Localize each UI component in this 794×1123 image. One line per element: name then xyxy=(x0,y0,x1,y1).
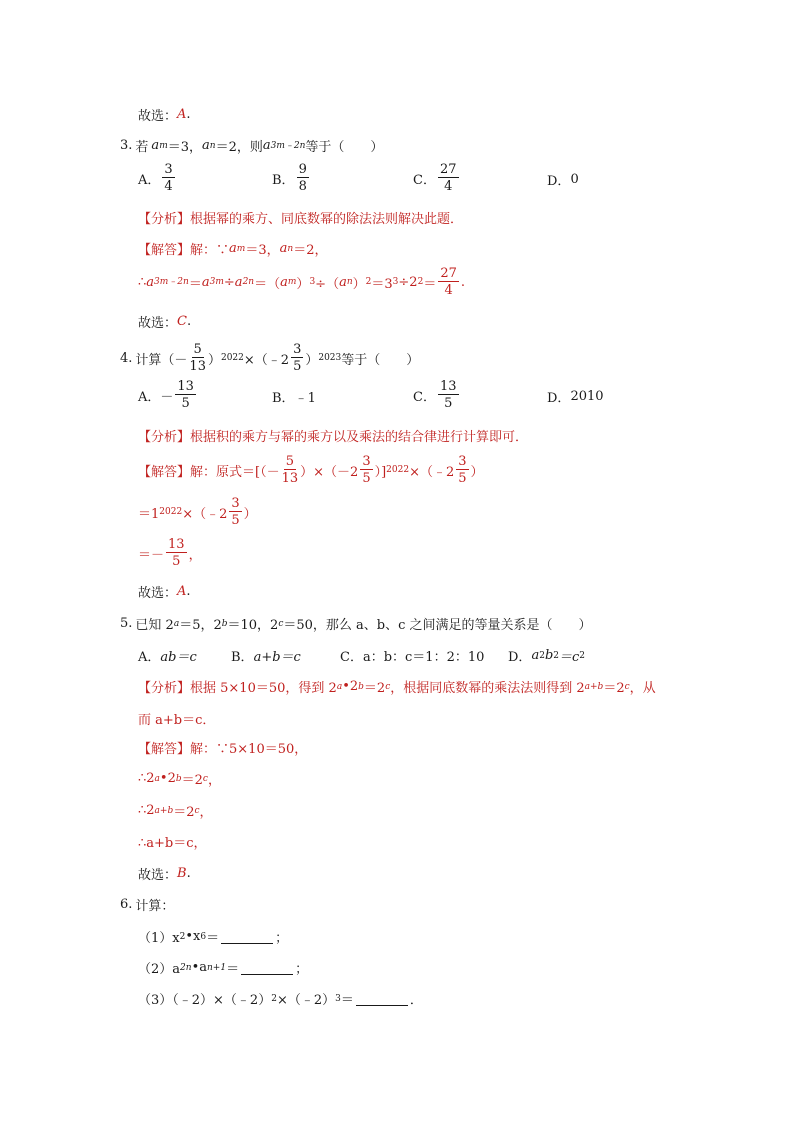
q5-number: 5. xyxy=(120,616,133,631)
frac-num: 5 xyxy=(285,454,294,469)
q3-option-d xyxy=(547,170,579,189)
frac-num: 13 xyxy=(168,537,185,552)
analysis-text: 而 a+b＝c． xyxy=(138,713,216,728)
solution-text: ＝2， xyxy=(293,243,328,258)
solution-text: 解：∵5×10＝50， xyxy=(190,742,308,757)
fraction xyxy=(438,380,459,410)
frac-num: 27 xyxy=(439,162,457,177)
answer-value: B xyxy=(177,866,187,881)
q3-number: 3. xyxy=(120,138,133,153)
solution-text: ×（﹣2 xyxy=(182,506,228,522)
solution-tag: 【解答】 xyxy=(138,464,191,480)
q4-text: 等于（ ） xyxy=(341,352,420,368)
answer-blank[interactable] xyxy=(241,961,293,975)
var-a: a xyxy=(339,274,347,290)
q4-stem: 4. 计算（－ $\frac{5}{13}$ ） 2022 ×（﹣2 $\frac{3}{5}$ ） 2023 等于（ ） xyxy=(120,342,420,374)
var-a: a xyxy=(146,274,155,290)
solution-text: ， xyxy=(199,805,213,820)
part-text: （2）a xyxy=(138,962,181,977)
fraction xyxy=(438,267,459,297)
fraction xyxy=(297,163,309,193)
answer-end: . xyxy=(186,584,191,599)
answer-end: . xyxy=(186,314,192,329)
option-letter: A． xyxy=(138,650,161,665)
q5-solution-1 xyxy=(138,738,307,757)
solution-text: ＝2 xyxy=(173,805,195,820)
var-a: a xyxy=(151,138,160,153)
end: . xyxy=(460,274,466,290)
solution-text: 解：原式＝[（－ xyxy=(190,464,280,480)
paren: ） xyxy=(296,276,310,292)
fraction xyxy=(162,163,174,193)
sign: － xyxy=(160,389,174,405)
option-letter: B． xyxy=(272,172,295,188)
option-text: ab＝c xyxy=(160,650,197,665)
q4-text: 计算（－ xyxy=(135,352,188,368)
q5-answer xyxy=(138,864,191,883)
frac-num: 27 xyxy=(440,266,457,281)
analysis-tag: 【分析】 xyxy=(138,212,191,227)
solution-text: ） xyxy=(470,464,484,480)
var-a: a xyxy=(229,241,237,256)
q3-option-b xyxy=(272,163,311,193)
frac-num: 3 xyxy=(231,496,240,511)
analysis-text: 根据 5×10＝50，得到 2 xyxy=(190,681,337,696)
fraction xyxy=(456,455,468,485)
q5-solution-4 xyxy=(138,832,207,851)
var-a: a xyxy=(202,138,210,153)
q3-solution-2: ∴ a 3m﹣2n ＝ a 3m ÷ a 2n ＝（ a m ） 3 ÷（ a n ） 2 ＝3 3 ÷2 2 ＝ $\frac{27}{4}$ . xyxy=(138,266,466,298)
var-a: a xyxy=(279,241,288,256)
q4-option-b xyxy=(272,387,316,406)
option-letter: B． xyxy=(272,391,295,406)
answer-label: 故选： xyxy=(138,316,178,331)
fraction xyxy=(175,380,196,410)
part-text: ． xyxy=(409,993,423,1008)
part-text: ； xyxy=(275,931,289,946)
q4-analysis xyxy=(138,426,528,445)
option-text: ＝c xyxy=(559,650,580,665)
frac-den: 5 xyxy=(231,513,240,528)
analysis-tag: 【分析】 xyxy=(138,681,191,696)
part-text: ＝ xyxy=(206,931,220,946)
option-letter: A． xyxy=(138,389,161,405)
q4-option-d xyxy=(547,387,604,406)
q6-part-3: （3）（﹣2）×（﹣2） 2 ×（﹣2） 3 ＝ ． xyxy=(138,989,423,1008)
q3-analysis xyxy=(138,208,463,227)
option-letter: D． xyxy=(508,650,532,665)
q4-answer xyxy=(138,582,191,601)
option-letter: C． xyxy=(413,389,436,405)
q5-solution-2: ∴2 a •2 b ＝2 c ， xyxy=(138,771,221,788)
solution-text: ＝2 xyxy=(181,773,203,788)
q3-option-c xyxy=(413,163,461,193)
solution-text: ＝－ xyxy=(138,547,165,563)
eq: ＝3 xyxy=(371,276,393,292)
part-text: （1）x xyxy=(138,931,180,946)
frac-num: 13 xyxy=(439,379,457,394)
solution-text: ）×（－2 xyxy=(300,464,359,480)
var: a xyxy=(531,648,540,663)
analysis-text: ，从 xyxy=(629,681,656,696)
var: b xyxy=(544,648,554,663)
q6-text: 计算： xyxy=(135,899,175,914)
q6-stem xyxy=(120,895,174,914)
frac-den: 4 xyxy=(444,179,453,194)
answer-blank[interactable] xyxy=(356,992,408,1006)
fraction xyxy=(438,163,459,193)
frac-num: 5 xyxy=(193,342,202,357)
solution-text: ＝3， xyxy=(245,243,280,258)
option-text: a+b＝c xyxy=(253,650,301,665)
frac-den: 4 xyxy=(444,283,453,298)
solution-text: ， xyxy=(188,547,202,563)
q3-solution-1: 【解答】 解：∵ a m ＝3， a n ＝2， xyxy=(138,241,328,258)
q3-text: 若 xyxy=(135,140,149,155)
var-a: a xyxy=(262,138,271,153)
q6-part-1: （1）x 2 •x 6 ＝ ； xyxy=(138,929,289,946)
q6-number: 6. xyxy=(120,897,133,912)
solution-tag: 【解答】 xyxy=(138,742,191,757)
div: ÷（ xyxy=(315,276,340,292)
frac-den: 5 xyxy=(181,396,190,411)
solution-text: 解：∵ xyxy=(190,243,230,258)
option-letter: B． xyxy=(231,650,254,665)
analysis-tag: 【分析】 xyxy=(138,430,191,445)
part-text: （3）（﹣2）×（﹣2） xyxy=(138,993,272,1008)
part-text: •a xyxy=(191,960,207,975)
div: ÷ xyxy=(223,274,235,290)
q5-stem: 5. 已知 2 a ＝5，2 b ＝10，2 c ＝50，那么 a、b、c 之间满足的等量关系是（ ） xyxy=(120,616,592,633)
q4-solution-3 xyxy=(138,538,202,568)
frac-den: 13 xyxy=(189,359,206,374)
q3-option-a xyxy=(138,163,177,193)
answer-end: . xyxy=(186,866,191,881)
analysis-text: ＝2 xyxy=(603,681,625,696)
part-text: ； xyxy=(295,962,309,977)
eq: ＝ xyxy=(423,276,437,292)
var-a: a xyxy=(234,274,243,290)
q4-text: ×（﹣2 xyxy=(243,352,290,368)
frac-num: 3 xyxy=(164,162,173,177)
frac-num: 3 xyxy=(362,454,371,469)
q4-solution-1: 【解答】 解：原式＝[（－ $\frac{5}{13}$ ）×（－2 $\frac{3}{5}$ ）] 2022 ×（﹣2 $\frac{3}{5}$ ） xyxy=(138,454,484,486)
var-a: a xyxy=(280,274,288,290)
solution-text: ∴2 xyxy=(138,771,155,786)
q3-stem: 3. 若 a m ＝3， a n ＝2，则 a 3m﹣2n 等于（ ） xyxy=(120,138,384,155)
answer-label: 故选： xyxy=(138,109,178,124)
q4-option-a xyxy=(138,380,198,410)
q5-text: ＝50，那么 a、b、c 之间满足的等量关系是（ ） xyxy=(283,618,592,633)
analysis-text: 根据幂的乘方、同底数幂的除法法则解决此题． xyxy=(190,212,464,227)
analysis-text: ＝2 xyxy=(363,681,386,696)
frac-den: 5 xyxy=(444,396,453,411)
solution-tag: 【解答】 xyxy=(138,243,191,258)
option-text: a：b：c＝1：2：10 xyxy=(362,650,485,665)
frac-num: 3 xyxy=(293,342,302,357)
answer-value: C xyxy=(177,314,187,329)
option-letter: A． xyxy=(138,172,161,188)
fraction xyxy=(189,343,206,373)
q5-text: ＝10，2 xyxy=(227,618,279,633)
answer-blank[interactable] xyxy=(221,930,273,944)
q6-part-2: （2）a 2n •a n+1 ＝ ； xyxy=(138,960,309,977)
q3-text: 等于（ ） xyxy=(305,140,384,155)
solution-text: •2 xyxy=(159,771,176,786)
fraction xyxy=(166,538,187,568)
q5-text: 已知 2 xyxy=(135,618,174,633)
answer-value: A xyxy=(177,584,187,599)
frac-den: 5 xyxy=(458,471,467,486)
option-letter: D． xyxy=(547,391,571,406)
answer-value: A xyxy=(177,107,187,122)
q4-option-c xyxy=(413,380,461,410)
solution-text: ）] xyxy=(374,464,387,480)
div: ÷2 xyxy=(398,274,418,290)
fraction xyxy=(291,343,303,373)
prev-answer-line xyxy=(138,105,191,124)
q5-option-b xyxy=(231,646,301,665)
frac-den: 13 xyxy=(281,471,299,486)
frac-num: 3 xyxy=(458,454,467,469)
frac-den: 5 xyxy=(362,471,371,486)
option-letter: C． xyxy=(340,650,363,665)
q5-option-c xyxy=(340,646,484,665)
solution-text: ） xyxy=(243,506,257,522)
paren: ） xyxy=(352,276,366,292)
option-letter: C． xyxy=(413,172,436,188)
var-a: a xyxy=(201,274,210,290)
option-text: ﹣1 xyxy=(294,391,316,406)
frac-den: 4 xyxy=(164,179,173,194)
option-text: 2010 xyxy=(570,389,604,404)
fraction xyxy=(229,497,241,527)
q4-solution-2: ＝1 2022 ×（﹣2 $\frac{3}{5}$ ） xyxy=(138,496,257,528)
frac-den: 5 xyxy=(293,359,302,374)
q5-option-a xyxy=(138,646,197,665)
q5-text: ＝5，2 xyxy=(179,618,222,633)
answer-label: 故选： xyxy=(138,586,178,601)
solution-text: ， xyxy=(207,773,221,788)
q5-option-d: D． a 2 b 2 ＝c 2 xyxy=(508,648,586,665)
q5-analysis-1: 【分析】 根据 5×10＝50，得到 2 a •2 b ＝2 c ，根据同底数幂的乘法法则得到 2 a+b ＝2 c ，从 xyxy=(138,679,656,696)
solution-text: ×（﹣2 xyxy=(409,464,455,480)
part-text: ＝ xyxy=(340,993,354,1008)
part-text: ×（﹣2） xyxy=(276,993,336,1008)
q4-number: 4. xyxy=(120,350,133,366)
option-letter: D． xyxy=(547,174,571,189)
q3-eq: ＝2，则 xyxy=(215,140,263,155)
frac-den: 5 xyxy=(172,554,181,569)
q3-answer xyxy=(138,312,191,331)
eq: ＝ xyxy=(188,276,202,292)
answer-end: . xyxy=(186,107,191,122)
therefore: ∴ xyxy=(138,274,147,290)
frac-den: 8 xyxy=(298,179,307,194)
part-text: ＝ xyxy=(226,962,240,977)
analysis-text: •2 xyxy=(342,679,359,694)
analysis-text: ，根据同底数幂的乘法法则得到 2 xyxy=(390,681,585,696)
q5-solution-3: ∴2 a+b ＝2 c ， xyxy=(138,803,213,820)
fraction xyxy=(360,455,372,485)
analysis-text: 根据积的乘方与幂的乘方以及乘法的结合律进行计算即可． xyxy=(190,430,529,445)
eq: ＝（ xyxy=(254,276,281,292)
fraction xyxy=(282,455,299,485)
answer-label: 故选： xyxy=(138,868,178,883)
frac-num: 13 xyxy=(177,379,194,394)
frac-num: 9 xyxy=(298,162,307,177)
q3-eq: ＝3， xyxy=(167,140,203,155)
solution-text: ∴2 xyxy=(138,803,155,818)
option-text: 0 xyxy=(570,172,579,187)
q5-analysis-2 xyxy=(138,709,215,728)
solution-text: ∴a+b＝c， xyxy=(138,836,207,851)
part-text: •x xyxy=(185,929,201,944)
solution-text: ＝1 xyxy=(138,506,160,522)
